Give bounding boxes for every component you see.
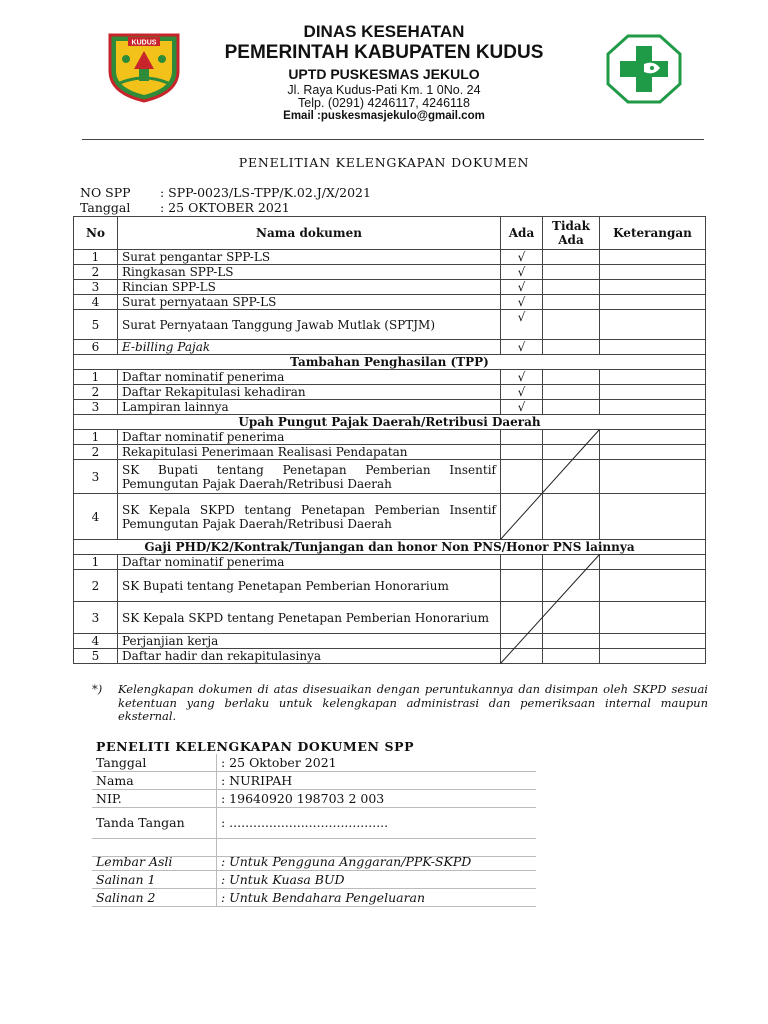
letterhead-divider — [82, 139, 704, 140]
row-no: 2 — [74, 570, 118, 602]
header-no: No — [74, 217, 118, 250]
row-no: 3 — [74, 280, 118, 295]
table-row — [74, 570, 706, 602]
row-document-name: Ringkasan SPP-LS — [118, 265, 501, 280]
keterangan-cell — [600, 649, 706, 664]
keterangan-cell — [600, 430, 706, 445]
tidak-ada-cell — [543, 494, 600, 540]
keterangan-cell — [600, 602, 706, 634]
copies-label: Salinan 2 — [92, 889, 217, 907]
table-row — [74, 280, 706, 295]
ada-checkmark: √ — [501, 250, 543, 265]
row-no: 5 — [74, 310, 118, 340]
document-title: PENELITIAN KELENGKAPAN DOKUMEN — [238, 155, 530, 170]
ada-cell — [501, 445, 543, 460]
tidak-ada-cell — [543, 340, 600, 355]
keterangan-cell — [600, 250, 706, 265]
copies-row — [92, 853, 536, 871]
signature-value: : ........................................ — [217, 808, 537, 839]
signature-value: : NURIPAH — [217, 772, 537, 790]
copies-value: : Untuk Bendahara Pengeluaran — [217, 889, 537, 907]
keterangan-cell — [600, 445, 706, 460]
row-document-name: Surat Pernyataan Tanggung Jawab Mutlak (SPTJM) — [118, 310, 501, 340]
tidak-ada-cell — [543, 370, 600, 385]
meta-tanggal-label: Tanggal — [80, 200, 131, 215]
letterhead-phone: Telp. (0291) 4246117, 4246118 — [298, 96, 470, 110]
tidak-ada-cell — [543, 250, 600, 265]
tidak-ada-cell — [543, 649, 600, 664]
row-document-name: Daftar nominatif penerima — [118, 430, 501, 445]
footnote-marker: *) — [92, 682, 103, 696]
table-row — [74, 400, 706, 415]
row-document-name: Surat pengantar SPP-LS — [118, 250, 501, 265]
ada-checkmark: √ — [501, 295, 543, 310]
table-row — [74, 649, 706, 664]
row-document-name: E-billing Pajak — [118, 340, 501, 355]
tidak-ada-cell — [543, 430, 600, 445]
copies-value: : Untuk Pengguna Anggaran/PPK-SKPD — [217, 853, 537, 871]
table-row — [74, 310, 706, 340]
tidak-ada-cell — [543, 265, 600, 280]
table-row — [74, 265, 706, 280]
table-row — [74, 385, 706, 400]
ada-cell — [501, 555, 543, 570]
table-row — [74, 634, 706, 649]
ada-cell — [501, 460, 543, 494]
copies-label: Salinan 1 — [92, 871, 217, 889]
row-document-name: Rekapitulasi Penerimaan Realisasi Pendapatan — [118, 445, 501, 460]
section-title-gaji: Gaji PHD/K2/Kontrak/Tunjangan dan honor Non PNS/Honor PNS lainnya — [74, 540, 706, 555]
ada-checkmark: √ — [501, 340, 543, 355]
letterhead-email: Email :puskesmasjekulo@gmail.com — [283, 110, 485, 122]
keterangan-cell — [600, 310, 706, 340]
ada-cell — [501, 430, 543, 445]
row-document-name: SK Kepala SKPD tentang Penetapan Pemberian Honorarium — [118, 602, 501, 634]
table-header-row — [74, 217, 706, 250]
section-title-upah: Upah Pungut Pajak Daerah/Retribusi Daerah — [74, 415, 706, 430]
signature-label: Nama — [92, 772, 217, 790]
row-no: 1 — [74, 250, 118, 265]
keterangan-cell — [600, 460, 706, 494]
meta-no-spp — [80, 185, 371, 200]
ada-cell — [501, 634, 543, 649]
table-row — [74, 295, 706, 310]
table-row — [74, 430, 706, 445]
row-document-name: Daftar Rekapitulasi kehadiran — [118, 385, 501, 400]
signature-label: Tanggal — [92, 754, 217, 772]
row-no: 5 — [74, 649, 118, 664]
letterhead-government: PEMERINTAH KABUPATEN KUDUS — [224, 42, 544, 63]
row-no: 1 — [74, 555, 118, 570]
section-row-tpp — [74, 355, 706, 370]
header-ada: Ada — [501, 217, 543, 250]
row-document-name: Daftar nominatif penerima — [118, 555, 501, 570]
row-document-name: SK Bupati tentang Penetapan Pemberian Honorarium — [118, 570, 501, 602]
header-tidak-ada: Tidak Ada — [543, 217, 600, 250]
table-row — [74, 445, 706, 460]
ada-checkmark: √ — [501, 280, 543, 295]
document-checklist-table — [73, 216, 706, 664]
keterangan-cell — [600, 265, 706, 280]
keterangan-cell — [600, 555, 706, 570]
ada-checkmark: √ — [501, 265, 543, 280]
meta-no-spp-label: NO SPP — [80, 185, 131, 200]
row-no: 6 — [74, 340, 118, 355]
letterhead-agency: DINAS KESEHATAN — [303, 22, 465, 41]
signature-row-nama — [92, 772, 536, 790]
letterhead-puskesmas: UPTD PUSKESMAS JEKULO — [288, 66, 480, 82]
ada-checkmark: √ — [501, 310, 543, 340]
meta-no-spp-value: : SPP-0023/LS-TPP/K.02.J/X/2021 — [160, 185, 371, 200]
tidak-ada-cell — [543, 460, 600, 494]
row-no: 3 — [74, 400, 118, 415]
row-no: 2 — [74, 445, 118, 460]
signature-value: : 25 Oktober 2021 — [217, 754, 537, 772]
row-no: 2 — [74, 265, 118, 280]
meta-tanggal-value: : 25 OKTOBER 2021 — [160, 200, 290, 215]
copies-label: Lembar Asli — [92, 853, 217, 871]
tidak-ada-cell — [543, 555, 600, 570]
ada-cell — [501, 602, 543, 634]
row-document-name: SK Bupati tentang Penetapan Pemberian Insentif Pemungutan Pajak Daerah/Retribusi Daerah — [118, 460, 501, 494]
ada-cell — [501, 570, 543, 602]
meta-tanggal — [80, 200, 290, 215]
row-document-name: Daftar hadir dan rekapitulasinya — [118, 649, 501, 664]
header-keterangan: Keterangan — [600, 217, 706, 250]
signature-heading: PENELITI KELENGKAPAN DOKUMEN SPP — [96, 739, 415, 754]
section-row-upah — [74, 415, 706, 430]
table-row — [74, 555, 706, 570]
keterangan-cell — [600, 634, 706, 649]
keterangan-cell — [600, 494, 706, 540]
table-row — [74, 250, 706, 265]
tidak-ada-cell — [543, 295, 600, 310]
row-no: 3 — [74, 460, 118, 494]
keterangan-cell — [600, 385, 706, 400]
row-no: 2 — [74, 385, 118, 400]
keterangan-cell — [600, 370, 706, 385]
keterangan-cell — [600, 570, 706, 602]
svg-text:KUDUS: KUDUS — [131, 39, 157, 47]
copies-row — [92, 889, 536, 907]
ada-checkmark: √ — [501, 400, 543, 415]
row-document-name: Daftar nominatif penerima — [118, 370, 501, 385]
row-document-name: Surat pernyataan SPP-LS — [118, 295, 501, 310]
tidak-ada-cell — [543, 602, 600, 634]
table-row — [74, 602, 706, 634]
keterangan-cell — [600, 400, 706, 415]
signature-row-tanda-tangan — [92, 808, 536, 839]
row-no: 3 — [74, 602, 118, 634]
copies-table — [92, 853, 536, 907]
footnote-text: Kelengkapan dokumen di atas disesuaikan dengan peruntukannya dan disimpan oleh SKPD sesuai ketentuan yang berlaku untuk kelengkapan administrasi dan pemeriksaan internal maupun eksternal. — [118, 682, 708, 723]
ada-cell — [501, 649, 543, 664]
signature-value: : 19640920 198703 2 003 — [217, 790, 537, 808]
section-title-tpp: Tambahan Penghasilan (TPP) — [74, 355, 706, 370]
keterangan-cell — [600, 340, 706, 355]
signature-row-tanggal — [92, 754, 536, 772]
row-no: 4 — [74, 634, 118, 649]
letterhead-address: Jl. Raya Kudus-Pati Km. 1 0No. 24 — [287, 83, 481, 97]
tidak-ada-cell — [543, 280, 600, 295]
keterangan-cell — [600, 295, 706, 310]
tidak-ada-cell — [543, 310, 600, 340]
row-no: 1 — [74, 370, 118, 385]
tidak-ada-cell — [543, 570, 600, 602]
signature-row-nip — [92, 790, 536, 808]
signature-label: Tanda Tangan — [92, 808, 217, 839]
tidak-ada-cell — [543, 634, 600, 649]
keterangan-cell — [600, 280, 706, 295]
row-document-name: SK Kepala SKPD tentang Penetapan Pemberian Insentif Pemungutan Pajak Daerah/Retribusi Daerah — [118, 494, 501, 540]
row-no: 4 — [74, 494, 118, 540]
tidak-ada-cell — [543, 400, 600, 415]
tidak-ada-cell — [543, 445, 600, 460]
tidak-ada-cell — [543, 385, 600, 400]
ada-checkmark: √ — [501, 385, 543, 400]
table-row — [74, 340, 706, 355]
row-no: 4 — [74, 295, 118, 310]
row-document-name: Perjanjian kerja — [118, 634, 501, 649]
ada-checkmark: √ — [501, 370, 543, 385]
row-document-name: Rincian SPP-LS — [118, 280, 501, 295]
copies-row — [92, 871, 536, 889]
copies-value: : Untuk Kuasa BUD — [217, 871, 537, 889]
signature-label: NIP. — [92, 790, 217, 808]
table-row — [74, 370, 706, 385]
ada-cell — [501, 494, 543, 540]
header-nama-dokumen: Nama dokumen — [118, 217, 501, 250]
signature-table — [92, 754, 536, 857]
section-row-gaji — [74, 540, 706, 555]
row-document-name: Lampiran lainnya — [118, 400, 501, 415]
row-no: 1 — [74, 430, 118, 445]
table-row — [74, 494, 706, 540]
table-row — [74, 460, 706, 494]
